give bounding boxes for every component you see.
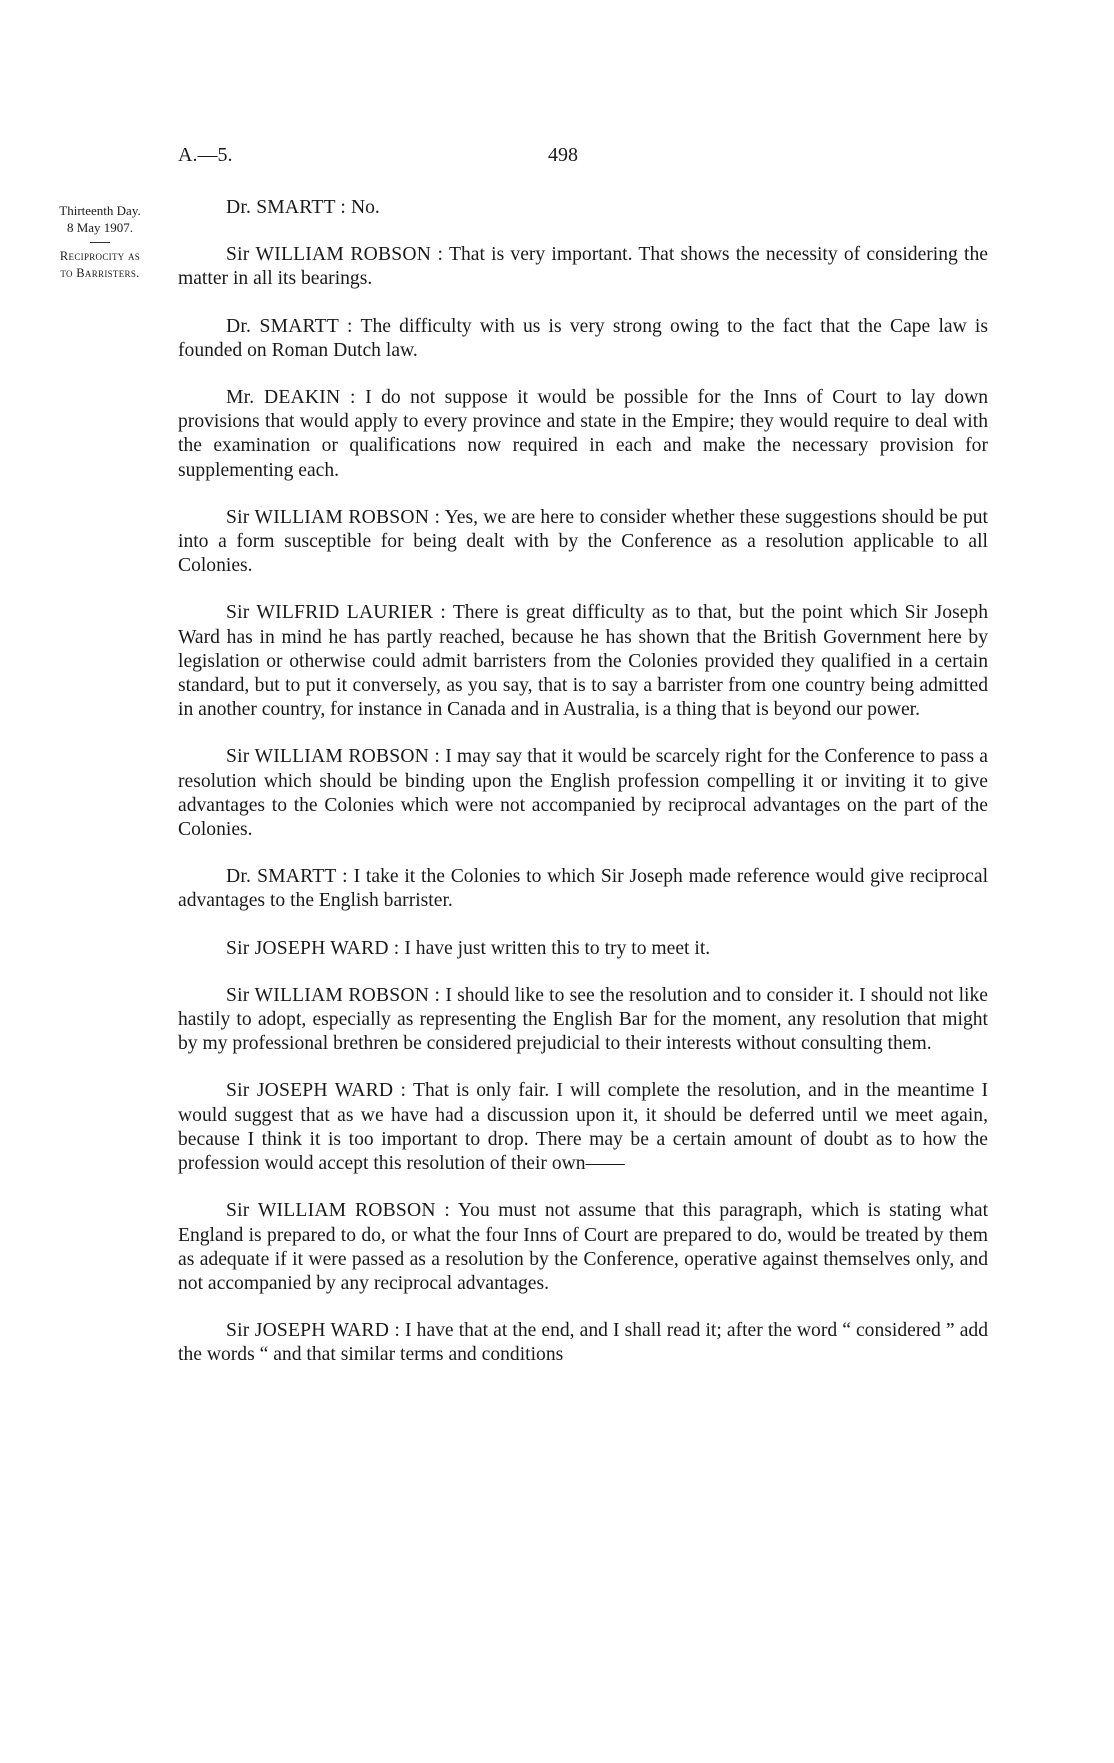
- speaker-name: Sir JOSEPH WARD :: [226, 937, 400, 959]
- speech-text: That is very important. That shows the necessity of considering the matter in all its bearings.: [178, 244, 988, 290]
- speech-paragraph: [178, 243, 988, 291]
- speaker-name: Dr. SMARTT :: [226, 315, 353, 337]
- speech-text: I take it the Colonies to which Sir Joseph made reference would give reciprocal advantages to the English barrister.: [178, 866, 989, 912]
- speech-paragraph: [178, 386, 988, 483]
- speech-paragraph: [178, 1199, 988, 1296]
- speaker-name: Sir WILLIAM ROBSON :: [226, 746, 441, 768]
- speech-paragraph: [178, 937, 988, 961]
- speech-text: I should like to see the resolution and to consider it. I should not like hastily to adopt, especially as representing the English Bar for the moment, any resolution that might by my professional brethren be considered prejudicial to their interests without consulting them.: [178, 984, 988, 1055]
- speaker-name: Sir WILLIAM ROBSON :: [226, 506, 441, 528]
- page-header: [178, 144, 988, 174]
- speech-text: I may say that it would be scarcely right for the Conference to pass a resolution which should be binding upon the English profession compelling it or inviting it to give advantages to the Colonies which were not accompanied by reciprocal advantages on the part of the Colonies.: [178, 746, 988, 841]
- speech-text: The difficulty with us is very strong owing to the fact that the Cape law is founded on Roman Dutch law.: [178, 315, 988, 361]
- speech-paragraph: [178, 601, 988, 722]
- speech-paragraph: [178, 196, 988, 220]
- speaker-name: Sir WILLIAM ROBSON :: [226, 984, 441, 1006]
- speaker-name: Dr. SMARTT :: [226, 866, 348, 888]
- speech-text: That is only fair. I will complete the resolution, and in the meantime I would suggest that as we have had a discussion upon it, it should be deferred until we meet again, because I think it is too important to drop. There may be a certain amount of doubt as to how the profession would accept this resolution of their own——: [178, 1080, 988, 1175]
- speech-text: I have that at the end, and I shall read it; after the word “ considered ” add the words “ and that similar terms and conditions: [178, 1320, 988, 1366]
- speaker-name: Sir WILLIAM ROBSON :: [226, 244, 444, 266]
- speaker-name: Sir WILFRID LAURIER :: [226, 602, 447, 624]
- speech-paragraph: [178, 745, 988, 842]
- speech-paragraph: [178, 984, 988, 1057]
- speaker-name: Mr. DEAKIN :: [226, 387, 356, 409]
- margin-day: Thirteenth Day.: [59, 203, 141, 218]
- speech-text: I do not suppose it would be possible for the Inns of Court to lay down provisions that would apply to every province and state in the Empire; they would require to deal with the examination or qualifications now required in each and make the necessary provision for supplementing each.: [178, 387, 989, 481]
- speaker-name: Sir JOSEPH WARD :: [226, 1320, 400, 1342]
- speech-paragraph: [178, 1079, 988, 1176]
- margin-notes: [26, 202, 174, 282]
- speech-paragraph: [178, 506, 988, 579]
- parliamentary-paper-reference: A.—5.: [178, 144, 233, 166]
- speaker-name: Sir JOSEPH WARD :: [226, 1080, 407, 1102]
- speech-text: No.: [350, 197, 380, 218]
- margin-topic-line-1: Reciprocity as: [59, 249, 141, 263]
- speech-text: There is great difficulty as to that, but the point which Sir Joseph Ward has in mind he has partly reached, because he has shown that the British Government here by legislation or otherwise could admit barristers from the Colonies provided they qualified in a certain standard, but to put it conversely, as you say, that is to say a barrister from one country being admitted in another country, for instance in Canada and in Australia, is a thing that is beyond our power.: [178, 602, 988, 721]
- speech-text: You must not assume that this paragraph, which is stating what England is prepared to do, or what the four Inns of Court are prepared to do, would be treated by them as adequate if it were passed as a resolution by the Conference, operative against themselves only, and not accompanied by any reciprocal advantages.: [178, 1200, 989, 1294]
- speaker-name: Dr. SMARTT :: [226, 197, 347, 218]
- speech-paragraph: [178, 1319, 988, 1367]
- margin-divider: [90, 242, 110, 243]
- speech-paragraph: [178, 315, 988, 363]
- margin-date: 8 May 1907.: [66, 220, 134, 235]
- page-number: 498: [548, 144, 578, 166]
- transcript-body: [178, 196, 988, 1391]
- speaker-name: Sir WILLIAM ROBSON :: [226, 1200, 451, 1222]
- speech-text: Yes, we are here to consider whether these suggestions should be put into a form susceptible for being dealt with by the Conference as a resolution applicable to all Colonies.: [178, 506, 988, 577]
- speech-paragraph: [178, 865, 988, 913]
- speech-text: I have just written this to try to meet it.: [404, 937, 711, 959]
- margin-topic-line-2: to Barristers.: [60, 266, 140, 280]
